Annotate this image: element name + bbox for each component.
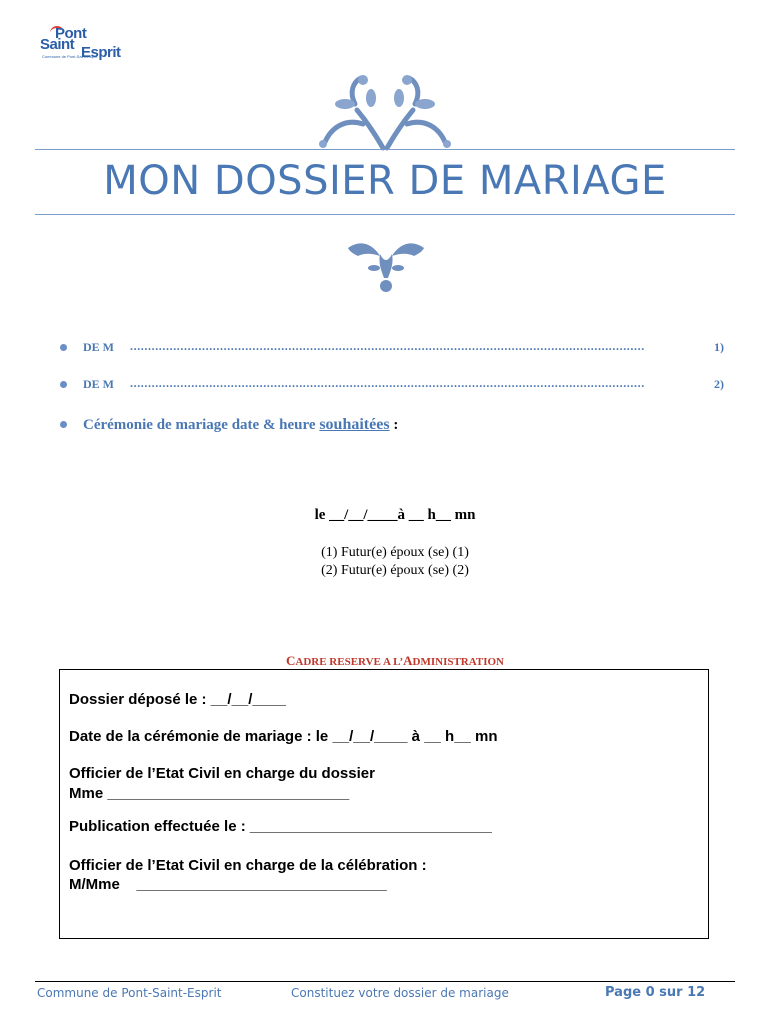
note-spouse-1: (1) Futur(e) époux (se) (1) — [321, 545, 469, 560]
ceremony-date-heading — [83, 416, 398, 434]
logo-word-saint: Saint — [40, 36, 75, 53]
spouse-1-marker: 1) — [714, 340, 724, 354]
bullet-1-icon — [60, 344, 67, 351]
field-dossier-depose: Dossier déposé le : __/__/____ — [69, 691, 286, 708]
logo-word-esprit: Esprit — [81, 44, 121, 61]
note-spouse-2: (2) Futur(e) époux (se) (2) — [321, 563, 469, 578]
field-publication: Publication effectuée le : _____________________________ — [69, 818, 492, 835]
spouse-2-dots: ............................................................................................................................................... — [130, 376, 645, 390]
pont-saint-esprit-logo — [38, 24, 121, 64]
page-title: MON DOSSIER DE MARIAGE — [103, 158, 667, 204]
logo-tagline: Commune de Pont-Saint-Esprit — [42, 54, 98, 59]
logo-word-pont: Pont — [55, 25, 87, 42]
ceremony-date-line: le __/__/____à __ h__ mn — [314, 507, 476, 523]
field-date-ceremonie: Date de la cérémonie de mariage : le __/__/____ à __ h__ mn — [69, 728, 498, 745]
spouse-2-marker: 2) — [714, 377, 724, 391]
bullet-3-icon — [60, 421, 67, 428]
bottom-floral-ornament-icon — [344, 238, 428, 294]
bullet-2-icon — [60, 381, 67, 388]
ceremony-label: Cérémonie de mariage date & heure — [83, 417, 316, 433]
field-mme: Mme _____________________________ — [69, 785, 350, 802]
ceremony-underlined-word: souhaitées — [319, 416, 390, 433]
admin-section-title: CADRE RESERVE A L’ADMINISTRATION — [286, 653, 504, 668]
footer-rule — [35, 981, 735, 982]
ceremony-colon: : — [393, 417, 399, 433]
title-bottom-rule — [35, 214, 735, 215]
title-top-rule — [35, 149, 735, 150]
spouse-1-label: DE M — [83, 340, 114, 354]
spouse-1-dots: ............................................................................................................................................... — [130, 339, 645, 353]
field-officier-celebration: Officier de l’Etat Civil en charge de la célébration : — [69, 857, 427, 874]
footer-page-number: Page 0 sur 12 — [605, 985, 706, 1000]
spouse-2-label: DE M — [83, 377, 114, 391]
field-officier-dossier: Officier de l’Etat Civil en charge du dossier — [69, 765, 375, 782]
footer-document-title: Constituez votre dossier de mariage — [291, 986, 509, 1000]
field-m-mme: M/Mme ______________________________ — [69, 876, 387, 893]
top-floral-ornament-icon — [305, 74, 465, 152]
footer-commune: Commune de Pont-Saint-Esprit — [37, 986, 222, 1000]
admin-reserved-box — [59, 669, 709, 939]
